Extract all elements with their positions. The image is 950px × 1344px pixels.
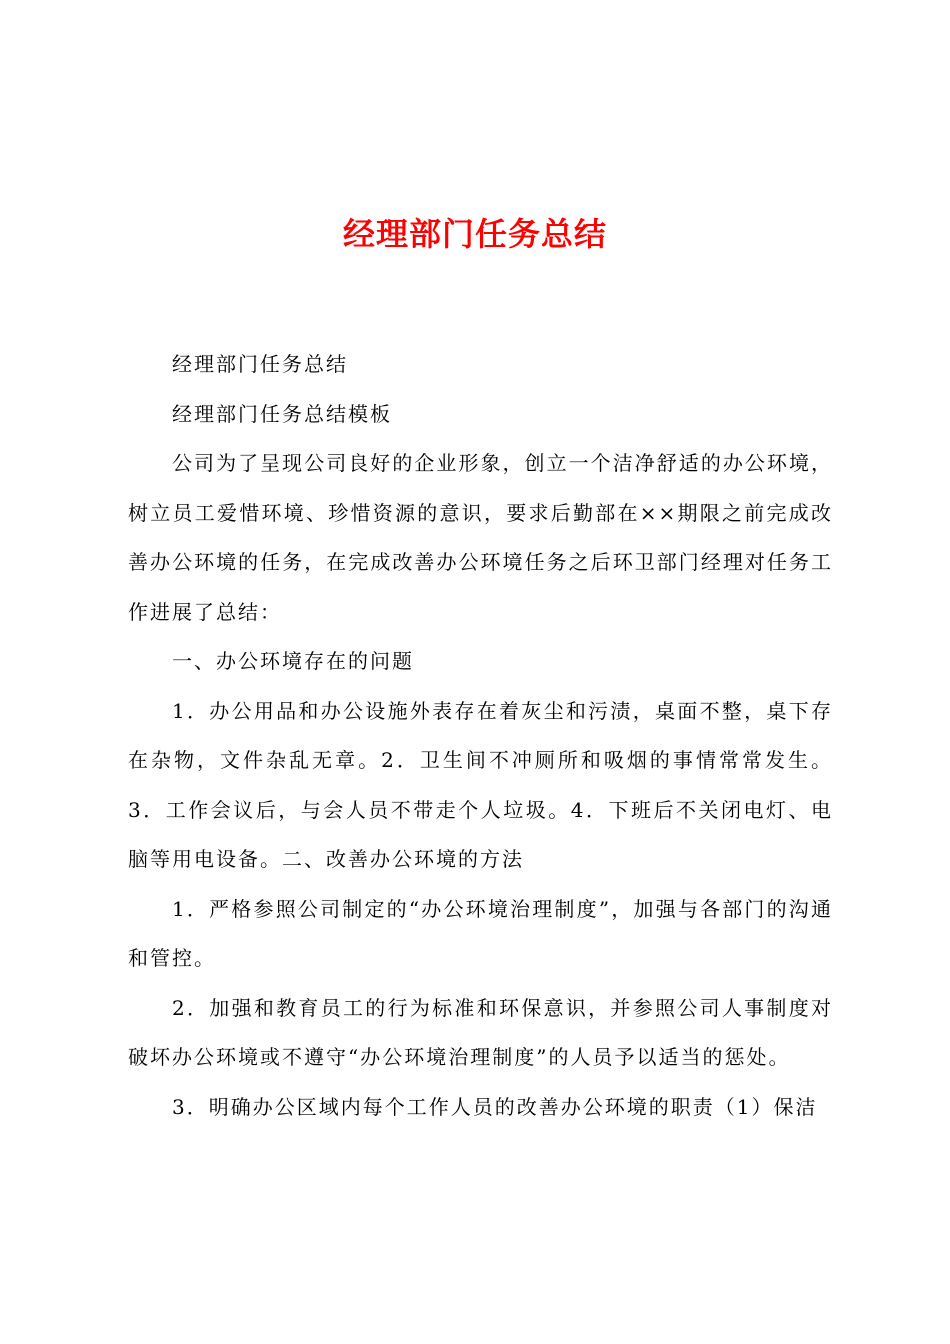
document-body [128, 340, 833, 1132]
paragraph-method-2: 2．加强和教育员工的行为标准和环保意识，并参照公司人事制度对破坏办公环境或不遵守“办公环境治理制度”的人员予以适当的惩处。 [128, 995, 833, 1069]
paragraph-problems-list: 1．办公用品和办公设施外表存在着灰尘和污渍，桌面不整，桌下存在杂物，文件杂乱无章。2．卫生间不冲厕所和吸烟的事情常常发生。3．工作会议后，与会人员不带走个人垃圾。4．下班后不关闭电灯、电脑等用电设备。二、改善办公环境的方法 [128, 698, 833, 871]
paragraph-method-1: 1．严格参照公司制定的“办公环境治理制度”，加强与各部门的沟通和管控。 [128, 896, 833, 970]
section-heading-problems: 一、办公环境存在的问题 [172, 649, 414, 673]
paragraph-subheading: 经理部门任务总结模板 [172, 401, 392, 426]
paragraph-heading: 经理部门任务总结 [172, 352, 348, 376]
document-title: 经理部门任务总结 [342, 215, 607, 253]
paragraph-intro: 公司为了呈现公司良好的企业形象，创立一个洁净舒适的办公环境，树立员工爱惜环境、珍惜资源的意识，要求后勤部在××期限之前完成改善办公环境的任务，在完成改善办公环境任务之后环卫部门经理对任务工作进展了总结： [128, 451, 833, 624]
paragraph-method-3: 3．明确办公区域内每个工作人员的改善办公环境的职责（1）保洁 [172, 1094, 818, 1119]
